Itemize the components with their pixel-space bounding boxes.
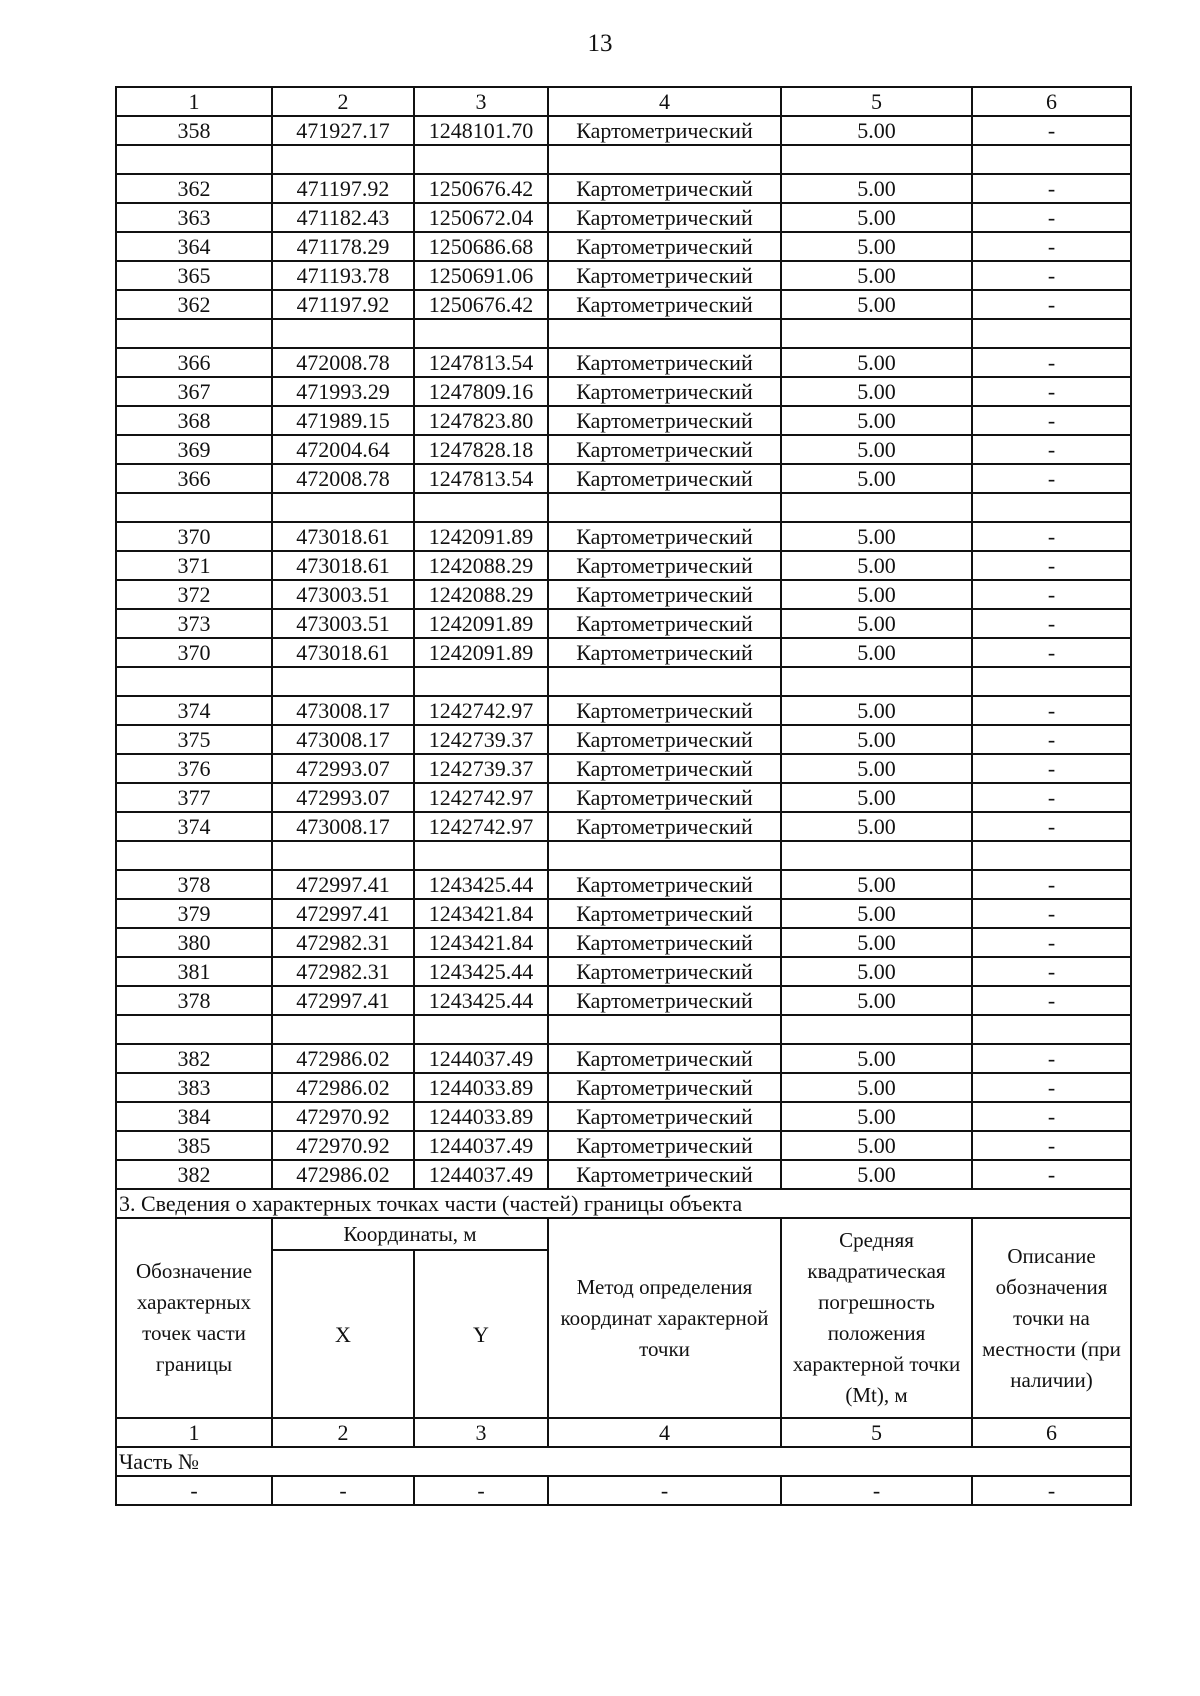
method-cell: Картометрический: [548, 290, 781, 319]
table-row: [116, 928, 1131, 957]
table-row: [116, 1160, 1131, 1189]
dash-cell: -: [414, 1476, 548, 1505]
dash-cell: -: [548, 1476, 781, 1505]
description-cell: -: [972, 203, 1131, 232]
point-number-cell: 374: [116, 812, 272, 841]
table-row: [116, 725, 1131, 754]
y-coordinate-cell: [414, 1015, 548, 1044]
description-cell: -: [972, 928, 1131, 957]
boundary-points-table: [115, 86, 1132, 1506]
col-number: 2: [272, 87, 414, 116]
method-cell: [548, 493, 781, 522]
accuracy-cell: 5.00: [781, 1044, 972, 1073]
col-number: 5: [781, 87, 972, 116]
section-title-row: [116, 1189, 1131, 1218]
description-cell: -: [972, 551, 1131, 580]
separator-row: [116, 493, 1131, 522]
accuracy-cell: 5.00: [781, 696, 972, 725]
point-number-cell: 374: [116, 696, 272, 725]
y-coordinate-cell: 1247809.16: [414, 377, 548, 406]
x-coordinate-cell: 473018.61: [272, 638, 414, 667]
method-cell: Картометрический: [548, 1044, 781, 1073]
table-row: [116, 406, 1131, 435]
col-number: 5: [781, 1418, 972, 1447]
accuracy-cell: 5.00: [781, 783, 972, 812]
table-row: [116, 116, 1131, 145]
table-row: [116, 1073, 1131, 1102]
point-number-cell: [116, 841, 272, 870]
method-cell: Картометрический: [548, 986, 781, 1015]
y-coordinate-cell: 1247828.18: [414, 435, 548, 464]
method-cell: Картометрический: [548, 870, 781, 899]
point-number-cell: 366: [116, 464, 272, 493]
y-coordinate-cell: 1250691.06: [414, 261, 548, 290]
accuracy-cell: [781, 493, 972, 522]
method-cell: Картометрический: [548, 261, 781, 290]
table-row: [116, 754, 1131, 783]
description-cell: -: [972, 580, 1131, 609]
part-label: Часть №: [116, 1447, 1131, 1476]
method-cell: Картометрический: [548, 551, 781, 580]
y-coordinate-cell: 1244033.89: [414, 1073, 548, 1102]
section-column-number-row: [116, 1418, 1131, 1447]
accuracy-cell: 5.00: [781, 580, 972, 609]
x-coordinate-cell: 473003.51: [272, 580, 414, 609]
description-cell: -: [972, 870, 1131, 899]
point-number-cell: 368: [116, 406, 272, 435]
header-description: Описание обозначения точки на местности (при наличии): [972, 1218, 1131, 1418]
x-coordinate-cell: 472986.02: [272, 1160, 414, 1189]
point-number-cell: 362: [116, 174, 272, 203]
col-number: 6: [972, 87, 1131, 116]
description-cell: -: [972, 1160, 1131, 1189]
y-coordinate-cell: 1243425.44: [414, 870, 548, 899]
method-cell: Картометрический: [548, 174, 781, 203]
description-cell: -: [972, 638, 1131, 667]
x-coordinate-cell: 471182.43: [272, 203, 414, 232]
y-coordinate-cell: 1242091.89: [414, 609, 548, 638]
y-coordinate-cell: 1242739.37: [414, 725, 548, 754]
method-cell: Картометрический: [548, 1102, 781, 1131]
x-coordinate-cell: 473008.17: [272, 812, 414, 841]
col-number: 3: [414, 1418, 548, 1447]
point-number-cell: 378: [116, 870, 272, 899]
col-number: 1: [116, 87, 272, 116]
accuracy-cell: 5.00: [781, 725, 972, 754]
method-cell: Картометрический: [548, 348, 781, 377]
point-number-cell: 366: [116, 348, 272, 377]
description-cell: -: [972, 232, 1131, 261]
point-number-cell: 371: [116, 551, 272, 580]
y-coordinate-cell: [414, 319, 548, 348]
y-coordinate-cell: 1242739.37: [414, 754, 548, 783]
col-number: 3: [414, 87, 548, 116]
section-header-row: [116, 1218, 1131, 1250]
description-cell: -: [972, 290, 1131, 319]
point-number-cell: 373: [116, 609, 272, 638]
y-coordinate-cell: [414, 145, 548, 174]
x-coordinate-cell: [272, 1015, 414, 1044]
point-number-cell: 365: [116, 261, 272, 290]
y-coordinate-cell: 1243421.84: [414, 899, 548, 928]
x-coordinate-cell: [272, 667, 414, 696]
table-row: [116, 232, 1131, 261]
table-row: [116, 551, 1131, 580]
description-cell: [972, 841, 1131, 870]
point-number-cell: 369: [116, 435, 272, 464]
accuracy-cell: [781, 1015, 972, 1044]
x-coordinate-cell: 471178.29: [272, 232, 414, 261]
description-cell: -: [972, 464, 1131, 493]
description-cell: [972, 667, 1131, 696]
accuracy-cell: 5.00: [781, 986, 972, 1015]
dash-cell: -: [272, 1476, 414, 1505]
accuracy-cell: 5.00: [781, 1073, 972, 1102]
accuracy-cell: 5.00: [781, 203, 972, 232]
col-number: 4: [548, 87, 781, 116]
accuracy-cell: 5.00: [781, 609, 972, 638]
x-coordinate-cell: 472982.31: [272, 957, 414, 986]
method-cell: [548, 1015, 781, 1044]
description-cell: -: [972, 261, 1131, 290]
separator-row: [116, 667, 1131, 696]
accuracy-cell: 5.00: [781, 1160, 972, 1189]
description-cell: -: [972, 609, 1131, 638]
y-coordinate-cell: 1250676.42: [414, 290, 548, 319]
point-number-cell: 370: [116, 638, 272, 667]
header-x: X: [272, 1250, 414, 1418]
header-point-designation: Обозначение характерных точек части границы: [116, 1218, 272, 1418]
description-cell: -: [972, 406, 1131, 435]
y-coordinate-cell: 1247813.54: [414, 464, 548, 493]
x-coordinate-cell: 472997.41: [272, 899, 414, 928]
method-cell: Картометрический: [548, 1073, 781, 1102]
y-coordinate-cell: 1244037.49: [414, 1131, 548, 1160]
point-number-cell: [116, 1015, 272, 1044]
y-coordinate-cell: 1242091.89: [414, 522, 548, 551]
accuracy-cell: 5.00: [781, 174, 972, 203]
y-coordinate-cell: [414, 667, 548, 696]
x-coordinate-cell: 472997.41: [272, 986, 414, 1015]
method-cell: Картометрический: [548, 464, 781, 493]
x-coordinate-cell: 471193.78: [272, 261, 414, 290]
accuracy-cell: 5.00: [781, 232, 972, 261]
method-cell: Картометрический: [548, 1160, 781, 1189]
description-cell: [972, 493, 1131, 522]
table-row: [116, 435, 1131, 464]
table-row: [116, 522, 1131, 551]
table-row: [116, 812, 1131, 841]
x-coordinate-cell: 472970.92: [272, 1131, 414, 1160]
x-coordinate-cell: 471993.29: [272, 377, 414, 406]
y-coordinate-cell: 1243425.44: [414, 957, 548, 986]
method-cell: [548, 667, 781, 696]
y-coordinate-cell: 1243421.84: [414, 928, 548, 957]
point-number-cell: 367: [116, 377, 272, 406]
description-cell: -: [972, 435, 1131, 464]
accuracy-cell: 5.00: [781, 957, 972, 986]
accuracy-cell: 5.00: [781, 464, 972, 493]
x-coordinate-cell: [272, 493, 414, 522]
accuracy-cell: 5.00: [781, 290, 972, 319]
point-number-cell: [116, 667, 272, 696]
table-row: [116, 609, 1131, 638]
x-coordinate-cell: 471197.92: [272, 290, 414, 319]
x-coordinate-cell: 473008.17: [272, 725, 414, 754]
x-coordinate-cell: [272, 319, 414, 348]
y-coordinate-cell: 1247823.80: [414, 406, 548, 435]
table-row: [116, 348, 1131, 377]
table-row: [116, 696, 1131, 725]
accuracy-cell: 5.00: [781, 377, 972, 406]
method-cell: Картометрический: [548, 116, 781, 145]
accuracy-cell: 5.00: [781, 522, 972, 551]
description-cell: -: [972, 986, 1131, 1015]
x-coordinate-cell: 472008.78: [272, 348, 414, 377]
table-row: [116, 203, 1131, 232]
dash-cell: -: [972, 1476, 1131, 1505]
y-coordinate-cell: 1250676.42: [414, 174, 548, 203]
x-coordinate-cell: 473018.61: [272, 551, 414, 580]
column-number-row: [116, 87, 1131, 116]
col-number: 4: [548, 1418, 781, 1447]
x-coordinate-cell: 472982.31: [272, 928, 414, 957]
method-cell: Картометрический: [548, 783, 781, 812]
dash-cell: -: [781, 1476, 972, 1505]
description-cell: [972, 145, 1131, 174]
point-number-cell: 362: [116, 290, 272, 319]
y-coordinate-cell: 1242091.89: [414, 638, 548, 667]
separator-row: [116, 145, 1131, 174]
method-cell: Картометрический: [548, 406, 781, 435]
section-title: 3. Сведения о характерных точках части (частей) границы объекта: [116, 1189, 1131, 1218]
point-number-cell: 363: [116, 203, 272, 232]
method-cell: Картометрический: [548, 638, 781, 667]
y-coordinate-cell: 1242742.97: [414, 812, 548, 841]
accuracy-cell: 5.00: [781, 116, 972, 145]
method-cell: Картометрический: [548, 435, 781, 464]
accuracy-cell: 5.00: [781, 812, 972, 841]
method-cell: Картометрический: [548, 1131, 781, 1160]
description-cell: -: [972, 957, 1131, 986]
y-coordinate-cell: 1242088.29: [414, 580, 548, 609]
table-row: [116, 783, 1131, 812]
x-coordinate-cell: 472993.07: [272, 783, 414, 812]
x-coordinate-cell: 472993.07: [272, 754, 414, 783]
method-cell: Картометрический: [548, 232, 781, 261]
point-number-cell: 378: [116, 986, 272, 1015]
y-coordinate-cell: 1250686.68: [414, 232, 548, 261]
x-coordinate-cell: 471989.15: [272, 406, 414, 435]
header-y: Y: [414, 1250, 548, 1418]
description-cell: -: [972, 812, 1131, 841]
separator-row: [116, 1015, 1131, 1044]
y-coordinate-cell: 1244037.49: [414, 1160, 548, 1189]
accuracy-cell: 5.00: [781, 1102, 972, 1131]
table-row: [116, 1131, 1131, 1160]
col-number: 6: [972, 1418, 1131, 1447]
y-coordinate-cell: 1248101.70: [414, 116, 548, 145]
point-number-cell: 385: [116, 1131, 272, 1160]
method-cell: Картометрический: [548, 580, 781, 609]
y-coordinate-cell: 1244037.49: [414, 1044, 548, 1073]
accuracy-cell: 5.00: [781, 348, 972, 377]
method-cell: Картометрический: [548, 725, 781, 754]
description-cell: -: [972, 899, 1131, 928]
col-number: 2: [272, 1418, 414, 1447]
table-row: [116, 464, 1131, 493]
y-coordinate-cell: 1242742.97: [414, 696, 548, 725]
description-cell: -: [972, 1073, 1131, 1102]
point-number-cell: 381: [116, 957, 272, 986]
description-cell: -: [972, 783, 1131, 812]
point-number-cell: 382: [116, 1044, 272, 1073]
accuracy-cell: 5.00: [781, 870, 972, 899]
x-coordinate-cell: 472986.02: [272, 1073, 414, 1102]
y-coordinate-cell: 1247813.54: [414, 348, 548, 377]
accuracy-cell: 5.00: [781, 754, 972, 783]
description-cell: -: [972, 754, 1131, 783]
dash-row: [116, 1476, 1131, 1505]
description-cell: [972, 1015, 1131, 1044]
point-number-cell: 375: [116, 725, 272, 754]
description-cell: -: [972, 1102, 1131, 1131]
description-cell: -: [972, 725, 1131, 754]
x-coordinate-cell: 473018.61: [272, 522, 414, 551]
point-number-cell: 372: [116, 580, 272, 609]
separator-row: [116, 319, 1131, 348]
table-row: [116, 1102, 1131, 1131]
accuracy-cell: 5.00: [781, 261, 972, 290]
table-row: [116, 957, 1131, 986]
point-number-cell: 364: [116, 232, 272, 261]
method-cell: Картометрический: [548, 377, 781, 406]
boundary-points-body: [116, 87, 1131, 1189]
accuracy-cell: [781, 667, 972, 696]
method-cell: Картометрический: [548, 899, 781, 928]
table-row: [116, 1044, 1131, 1073]
accuracy-cell: [781, 319, 972, 348]
description-cell: -: [972, 348, 1131, 377]
method-cell: Картометрический: [548, 203, 781, 232]
method-cell: [548, 841, 781, 870]
method-cell: Картометрический: [548, 928, 781, 957]
method-cell: Картометрический: [548, 609, 781, 638]
point-number-cell: 379: [116, 899, 272, 928]
accuracy-cell: 5.00: [781, 551, 972, 580]
point-number-cell: 358: [116, 116, 272, 145]
description-cell: -: [972, 377, 1131, 406]
point-number-cell: 382: [116, 1160, 272, 1189]
y-coordinate-cell: 1242088.29: [414, 551, 548, 580]
header-coordinates: Координаты, м: [272, 1218, 548, 1250]
x-coordinate-cell: 472008.78: [272, 464, 414, 493]
description-cell: -: [972, 522, 1131, 551]
accuracy-cell: 5.00: [781, 899, 972, 928]
x-coordinate-cell: [272, 841, 414, 870]
method-cell: Картометрический: [548, 754, 781, 783]
table-row: [116, 638, 1131, 667]
separator-row: [116, 841, 1131, 870]
header-accuracy: Средняя квадратическая погрешность положения характерной точки (Mt), м: [781, 1218, 972, 1418]
x-coordinate-cell: 472986.02: [272, 1044, 414, 1073]
description-cell: -: [972, 116, 1131, 145]
x-coordinate-cell: 471197.92: [272, 174, 414, 203]
x-coordinate-cell: 471927.17: [272, 116, 414, 145]
x-coordinate-cell: 473003.51: [272, 609, 414, 638]
section-3: [116, 1189, 1131, 1505]
point-number-cell: 377: [116, 783, 272, 812]
x-coordinate-cell: 472997.41: [272, 870, 414, 899]
col-number: 1: [116, 1418, 272, 1447]
dash-cell: -: [116, 1476, 272, 1505]
accuracy-cell: 5.00: [781, 638, 972, 667]
accuracy-cell: 5.00: [781, 435, 972, 464]
method-cell: Картометрический: [548, 957, 781, 986]
y-coordinate-cell: 1242742.97: [414, 783, 548, 812]
y-coordinate-cell: [414, 493, 548, 522]
table-row: [116, 290, 1131, 319]
method-cell: Картометрический: [548, 696, 781, 725]
x-coordinate-cell: 472004.64: [272, 435, 414, 464]
description-cell: -: [972, 1131, 1131, 1160]
table-row: [116, 986, 1131, 1015]
table-row: [116, 174, 1131, 203]
point-number-cell: [116, 319, 272, 348]
accuracy-cell: 5.00: [781, 1131, 972, 1160]
table-row: [116, 261, 1131, 290]
table-row: [116, 580, 1131, 609]
point-number-cell: [116, 145, 272, 174]
description-cell: -: [972, 696, 1131, 725]
point-number-cell: 380: [116, 928, 272, 957]
table-row: [116, 870, 1131, 899]
point-number-cell: 383: [116, 1073, 272, 1102]
y-coordinate-cell: 1250672.04: [414, 203, 548, 232]
point-number-cell: 376: [116, 754, 272, 783]
accuracy-cell: 5.00: [781, 406, 972, 435]
part-label-row: [116, 1447, 1131, 1476]
x-coordinate-cell: 473008.17: [272, 696, 414, 725]
x-coordinate-cell: 472970.92: [272, 1102, 414, 1131]
y-coordinate-cell: 1243425.44: [414, 986, 548, 1015]
page-number: 13: [587, 30, 613, 57]
point-number-cell: [116, 493, 272, 522]
description-cell: -: [972, 1044, 1131, 1073]
method-cell: [548, 145, 781, 174]
method-cell: [548, 319, 781, 348]
description-cell: [972, 319, 1131, 348]
table-row: [116, 377, 1131, 406]
table-row: [116, 899, 1131, 928]
x-coordinate-cell: [272, 145, 414, 174]
method-cell: Картометрический: [548, 522, 781, 551]
accuracy-cell: 5.00: [781, 928, 972, 957]
method-cell: Картометрический: [548, 812, 781, 841]
accuracy-cell: [781, 841, 972, 870]
y-coordinate-cell: 1244033.89: [414, 1102, 548, 1131]
point-number-cell: 384: [116, 1102, 272, 1131]
y-coordinate-cell: [414, 841, 548, 870]
header-method: Метод определения координат характерной точки: [548, 1218, 781, 1418]
point-number-cell: 370: [116, 522, 272, 551]
accuracy-cell: [781, 145, 972, 174]
description-cell: -: [972, 174, 1131, 203]
